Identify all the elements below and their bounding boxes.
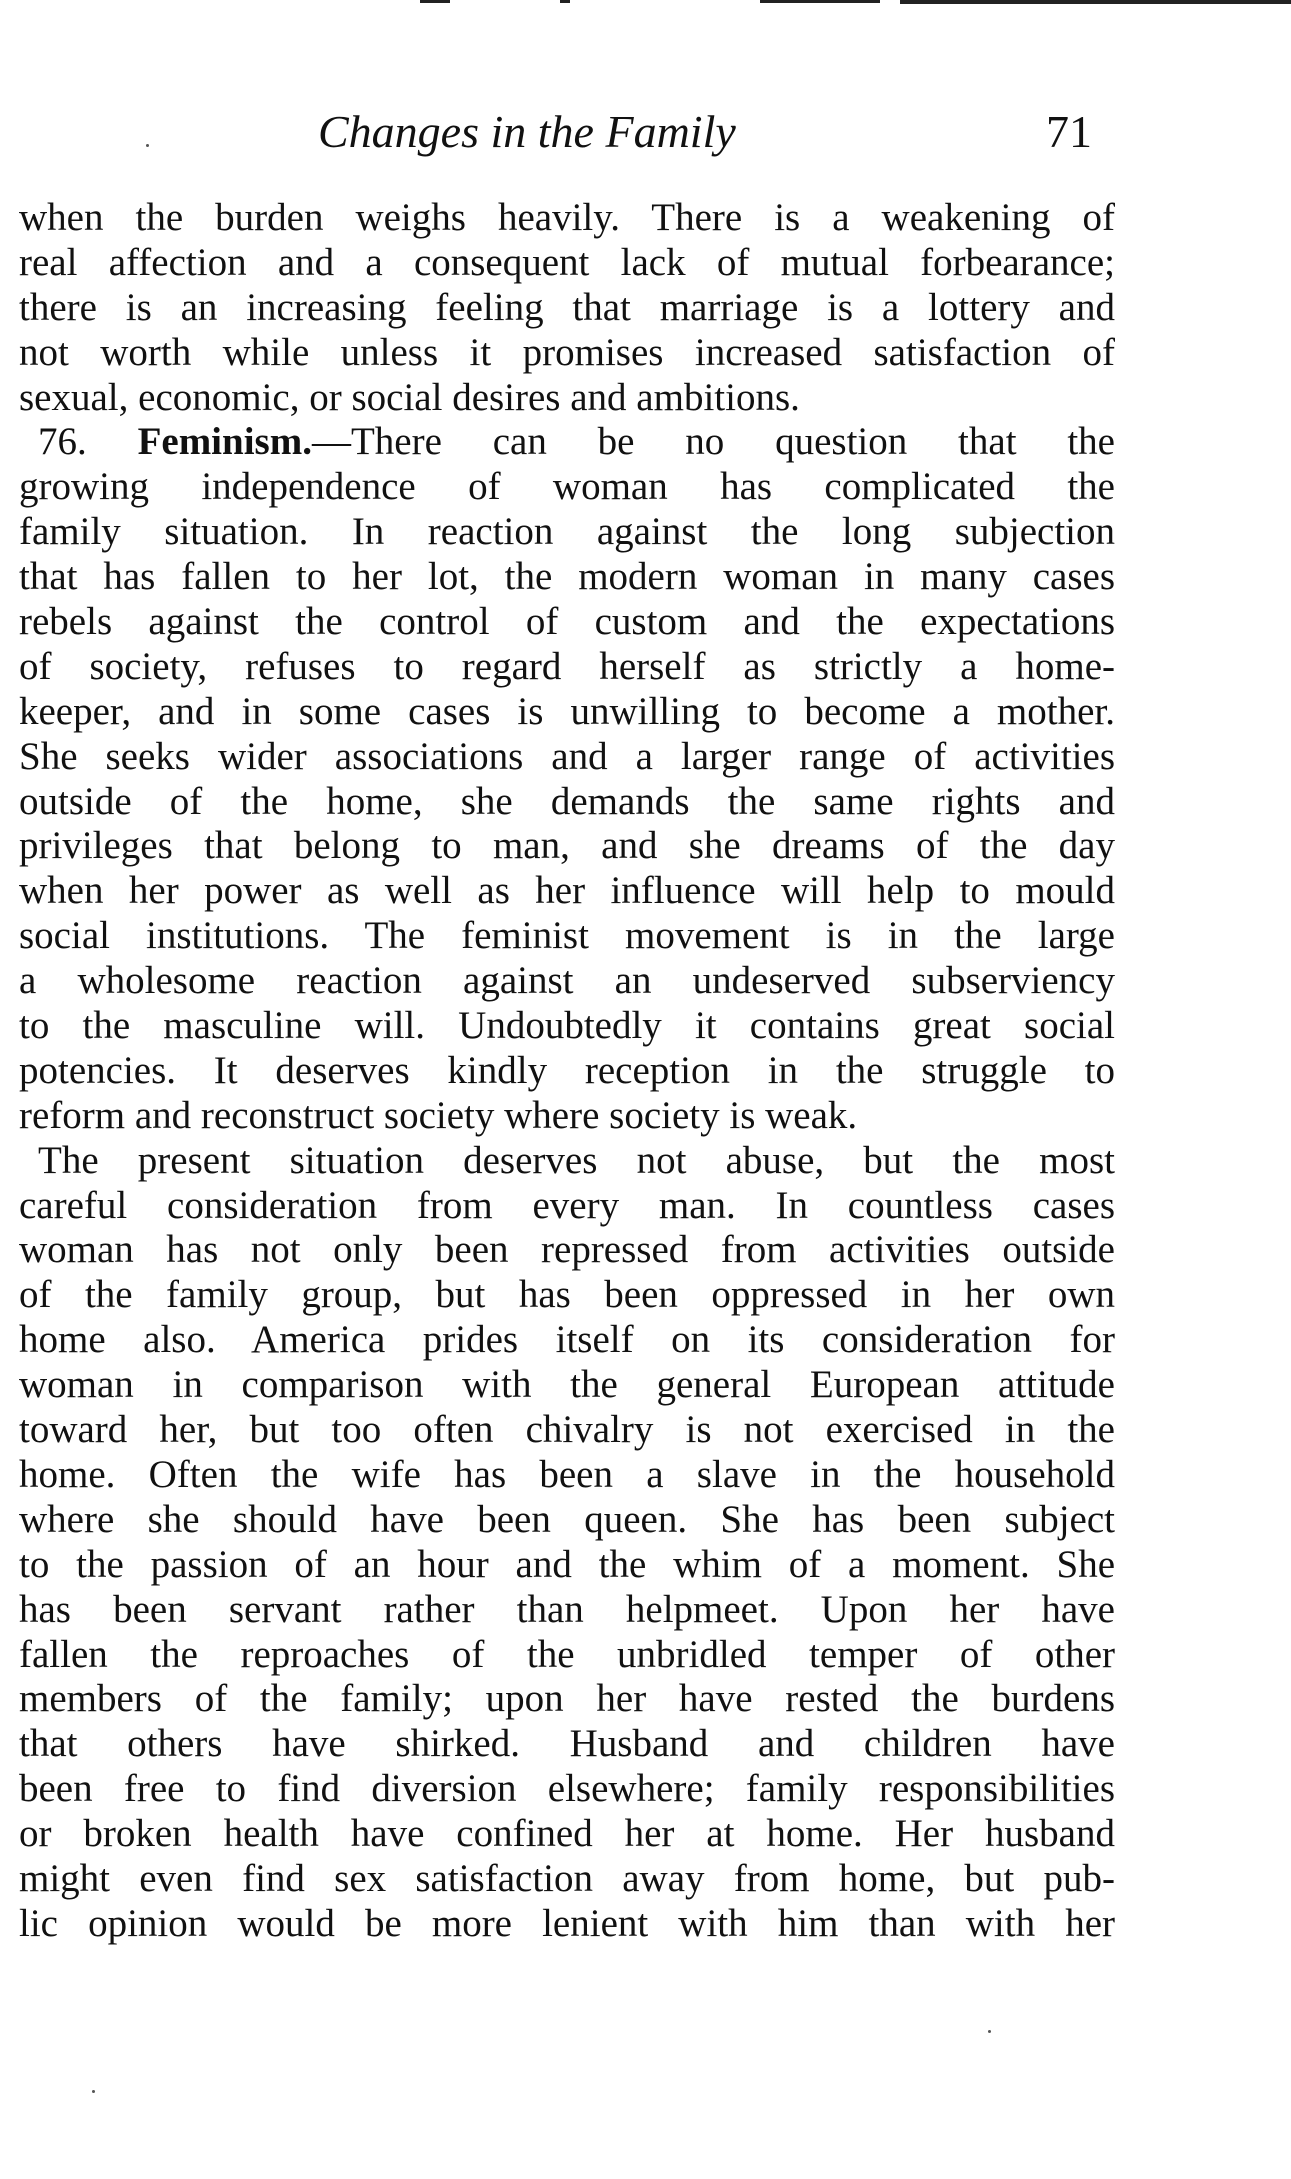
text-line: real affection and a consequent lack of mutual forbearance; <box>19 240 1115 284</box>
text-line: or broken health have confined her at home. Her husband <box>19 1812 1115 1856</box>
text-line: The present situation deserves not abuse, but the most <box>38 1138 1115 1182</box>
text-line: there is an increasing feeling that marriage is a lottery and <box>19 285 1115 329</box>
section-title: Feminism. <box>137 420 312 464</box>
text-line: fallen the reproaches of the unbridled temper of other <box>19 1632 1115 1676</box>
text-line: when her power as well as her influence will help to mould <box>19 869 1115 913</box>
text-line: woman has not only been repressed from activities outside <box>19 1228 1115 1272</box>
text-line: rebels against the control of custom and the expectations <box>19 600 1115 644</box>
text-line: that has fallen to her lot, the modern woman in many cases <box>19 555 1115 599</box>
text-line: to the passion of an hour and the whim of a moment. She <box>19 1542 1115 1586</box>
text-line: been free to find diversion elsewhere; family responsibilities <box>19 1767 1115 1811</box>
text-line: toward her, but too often chivalry is not exercised in the <box>19 1408 1115 1452</box>
text-line: lic opinion would be more lenient with him than with her <box>19 1901 1115 1945</box>
text-line: reform and reconstruct society where society is weak. <box>19 1093 858 1137</box>
text-run: —There can be no question that the <box>311 420 1115 464</box>
text-line: not worth while unless it promises increased satisfaction of <box>19 330 1115 374</box>
paragraph <box>19 1139 1115 1947</box>
text-line: might even find sex satisfaction away from home, but pub- <box>19 1856 1115 1900</box>
section-heading-line <box>19 420 1115 465</box>
scan-speck <box>988 2030 991 2033</box>
page-header <box>0 105 1291 165</box>
scan-speck <box>146 144 149 147</box>
section-number: 76. <box>38 420 87 464</box>
text-line: potencies. It deserves kindly reception in the struggle to <box>19 1048 1115 1092</box>
text-line: when the burden weighs heavily. There is a weakening of <box>19 196 1115 239</box>
text-line: woman in comparison with the general European attitude <box>19 1363 1115 1407</box>
text-line: a wholesome reaction against an undeserved subserviency <box>19 959 1115 1003</box>
running-title: Changes in the Family <box>318 106 736 157</box>
text-line: of the family group, but has been oppressed in her own <box>19 1273 1115 1317</box>
page-body <box>19 196 1115 1947</box>
text-line: of society, refuses to regard herself as strictly a home- <box>19 644 1115 688</box>
text-line: home also. America prides itself on its consideration for <box>19 1318 1115 1362</box>
section-feminism <box>19 420 1115 1138</box>
text-line: privileges that belong to man, and she dreams of the day <box>19 824 1115 868</box>
text-line: social institutions. The feminist movement is in the large <box>19 914 1115 958</box>
text-line: that others have shirked. Husband and children have <box>19 1722 1115 1766</box>
text-line: home. Often the wife has been a slave in the household <box>19 1452 1115 1496</box>
text-line: careful consideration from every man. In countless cases <box>19 1183 1115 1227</box>
text-line: to the masculine will. Undoubtedly it contains great social <box>19 1004 1115 1048</box>
scan-edge-artifact <box>0 0 1291 8</box>
text-line: has been servant rather than helpmeet. Upon her have <box>19 1587 1115 1631</box>
scan-speck <box>92 2090 95 2093</box>
page-number: 71 <box>1046 106 1092 157</box>
text-line: growing independence of woman has complicated the <box>19 465 1115 509</box>
text-line: where she should have been queen. She has been subject <box>19 1497 1115 1541</box>
text-line: sexual, economic, or social desires and ambitions. <box>19 375 800 419</box>
paragraph <box>19 196 1115 420</box>
text-line: keeper, and in some cases is unwilling to become a mother. <box>19 689 1115 733</box>
text-line: outside of the home, she demands the same rights and <box>19 779 1115 823</box>
text-line: She seeks wider associations and a larger range of activities <box>19 734 1115 778</box>
text-line: family situation. In reaction against the long subjection <box>19 510 1115 554</box>
text-line: members of the family; upon her have rested the burdens <box>19 1677 1115 1721</box>
